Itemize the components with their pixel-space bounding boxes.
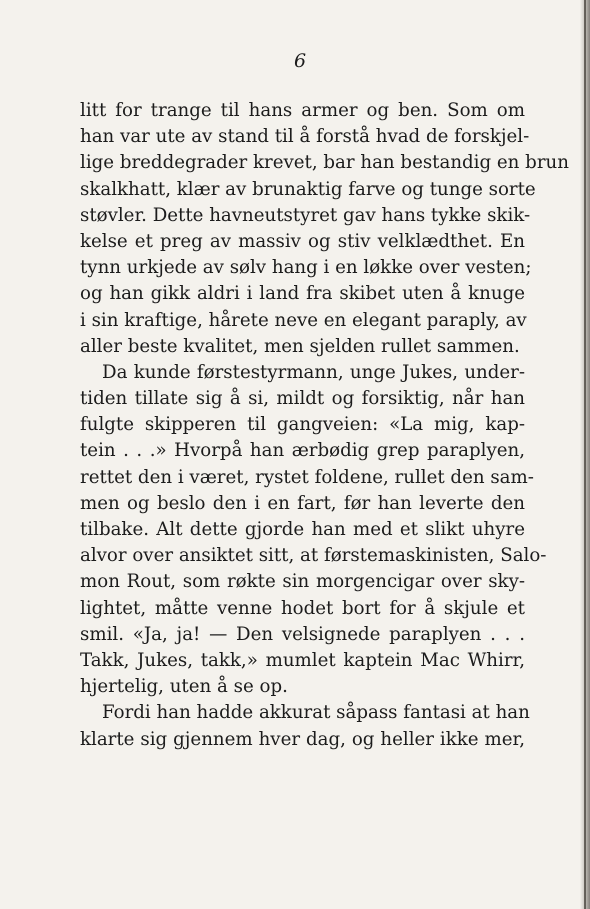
body-text <box>80 98 569 753</box>
text-line: tiden tillate sig å si, mildt og forsiktig, når han <box>80 388 525 410</box>
page-edge-line <box>584 0 586 909</box>
text-line: i sin kraftige, hårete neve en elegant paraply, av <box>80 309 527 331</box>
text-line: alvor over ansiktet sitt, at førstemaskinisten, Salo- <box>80 545 547 567</box>
text-line: tilbake. Alt dette gjorde han med et slikt uhyre <box>80 519 525 540</box>
text-line: hjertelig, uten å se op. <box>80 676 288 698</box>
text-line: Takk, Jukes, takk,» mumlet kaptein Mac Whirr, <box>80 649 525 671</box>
text-line: litt for trange til hans armer og ben. Som om <box>80 100 525 121</box>
text-line: rettet den i været, rystet foldene, rullet den sam- <box>80 466 534 488</box>
text-line: lige breddegrader krevet, bar han bestandig en brun <box>80 152 569 174</box>
text-line: støvler. Dette havneutstyret gav hans tykke skik- <box>80 204 531 226</box>
text-line: tynn urkjede av sølv hang i en løkke over vesten; <box>80 257 532 279</box>
text-line: og han gikk aldri i land fra skibet uten å knuge <box>80 283 525 305</box>
text-line: kelse et preg av massiv og stiv velklædthet. En <box>80 230 525 252</box>
text-line: klarte sig gjennem hver dag, og heller ikke mer, <box>80 728 525 750</box>
page-number: 6 <box>293 50 307 72</box>
text-line: han var ute av stand til å forstå hvad de forskjel- <box>80 126 530 148</box>
text-line: lightet, måtte venne hodet bort for å skjule et <box>80 597 525 619</box>
text-line: mon Rout, som røkte sin morgencigar over sky- <box>80 571 525 593</box>
text-line: skalkhatt, klær av brunaktig farve og tunge sorte <box>80 178 536 200</box>
text-line: men og beslo den i en fart, før han leverte den <box>80 492 525 514</box>
text-line: smil. «Ja, ja! — Den velsignede paraplyen . . . <box>80 623 525 645</box>
text-line: fulgte skipperen til gangveien: «La mig, kap- <box>80 414 525 436</box>
text-line: tein . . .» Hvorpå han ærbødig grep paraplyen, <box>80 440 525 462</box>
text-line: Fordi han hadde akkurat såpass fantasi at han <box>102 702 530 724</box>
text-line: aller beste kvalitet, men sjelden rullet sammen. <box>80 335 520 357</box>
text-line: Da kunde førstestyrmann, unge Jukes, under- <box>102 361 525 383</box>
